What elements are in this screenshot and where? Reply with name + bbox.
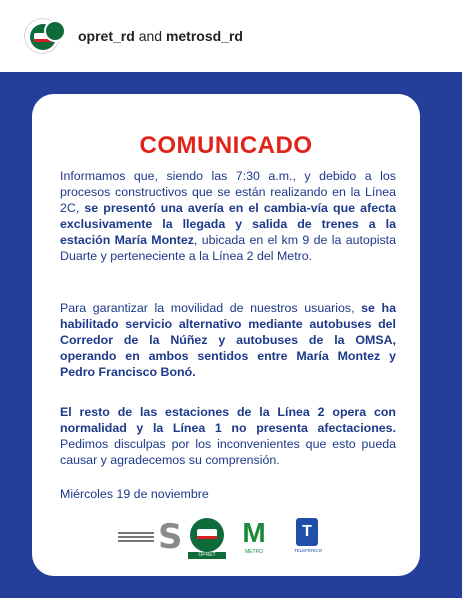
metro-logo-icon (240, 518, 268, 558)
paragraph-1 (60, 168, 396, 264)
p3-text-bold: El resto de las estaciones de la Línea 2 opera con normalidad y la Línea 1 no presenta afectaciones. (60, 405, 396, 435)
teleferico-logo-icon (294, 518, 323, 558)
paragraph-2 (60, 300, 396, 380)
teleferico-logo-label: TELEFÉRICO (294, 548, 323, 553)
paragraph-3 (60, 404, 396, 468)
account-metro[interactable]: metrosd_rd (165, 28, 243, 44)
metro-avatar-icon[interactable] (44, 20, 66, 42)
post-header (0, 0, 462, 72)
transport-s-logo-icon: S (158, 517, 183, 557)
account-opret[interactable]: opret_rd (78, 28, 135, 44)
announcement-title: COMUNICADO (139, 132, 313, 159)
opret-logo-icon (190, 518, 224, 552)
p2-text-a: Para garantizar la movilidad de nuestros usuarios, (60, 301, 362, 315)
p1-text-a: Informamos que, siendo las 7:30 a.m., y debido a los procesos constructivos que se están realizando en la Línea 2C, (60, 169, 396, 215)
p3-text-b: Pedimos disculpas por los inconvenientes que esto pueda causar y agradecemos su comprensión. (60, 437, 396, 467)
opret-logo-label: OPRET (188, 552, 226, 559)
p1-text-c: , ubicada en el km 9 de la autopista Duarte y perteneciente a la Línea 2 del Metro. (60, 233, 396, 263)
metro-logo-label: METRO (244, 549, 264, 555)
post-authors (78, 28, 243, 44)
metro-logo-letter: M (242, 517, 266, 548)
logo-row (118, 518, 338, 558)
authors-joiner: and (138, 28, 163, 44)
p1-text-bold: se presentó una avería en el cambia-vía que afecta exclusivamente la llegada y salida de trenes a la estación María Montez (60, 201, 396, 247)
ministry-logo-icon (118, 532, 154, 546)
teleferico-logo-letter: T (296, 518, 318, 546)
announcement-card (32, 94, 420, 576)
p2-text-bold: se ha habilitado servicio alternativo mediante autobuses del Corredor de la Núñez y autobuses de la OMSA, operando en ambos sentidos entre María Montez y Pedro Francisco Bonó. (60, 301, 396, 379)
announcement-date: Miércoles 19 de noviembre (60, 487, 209, 501)
